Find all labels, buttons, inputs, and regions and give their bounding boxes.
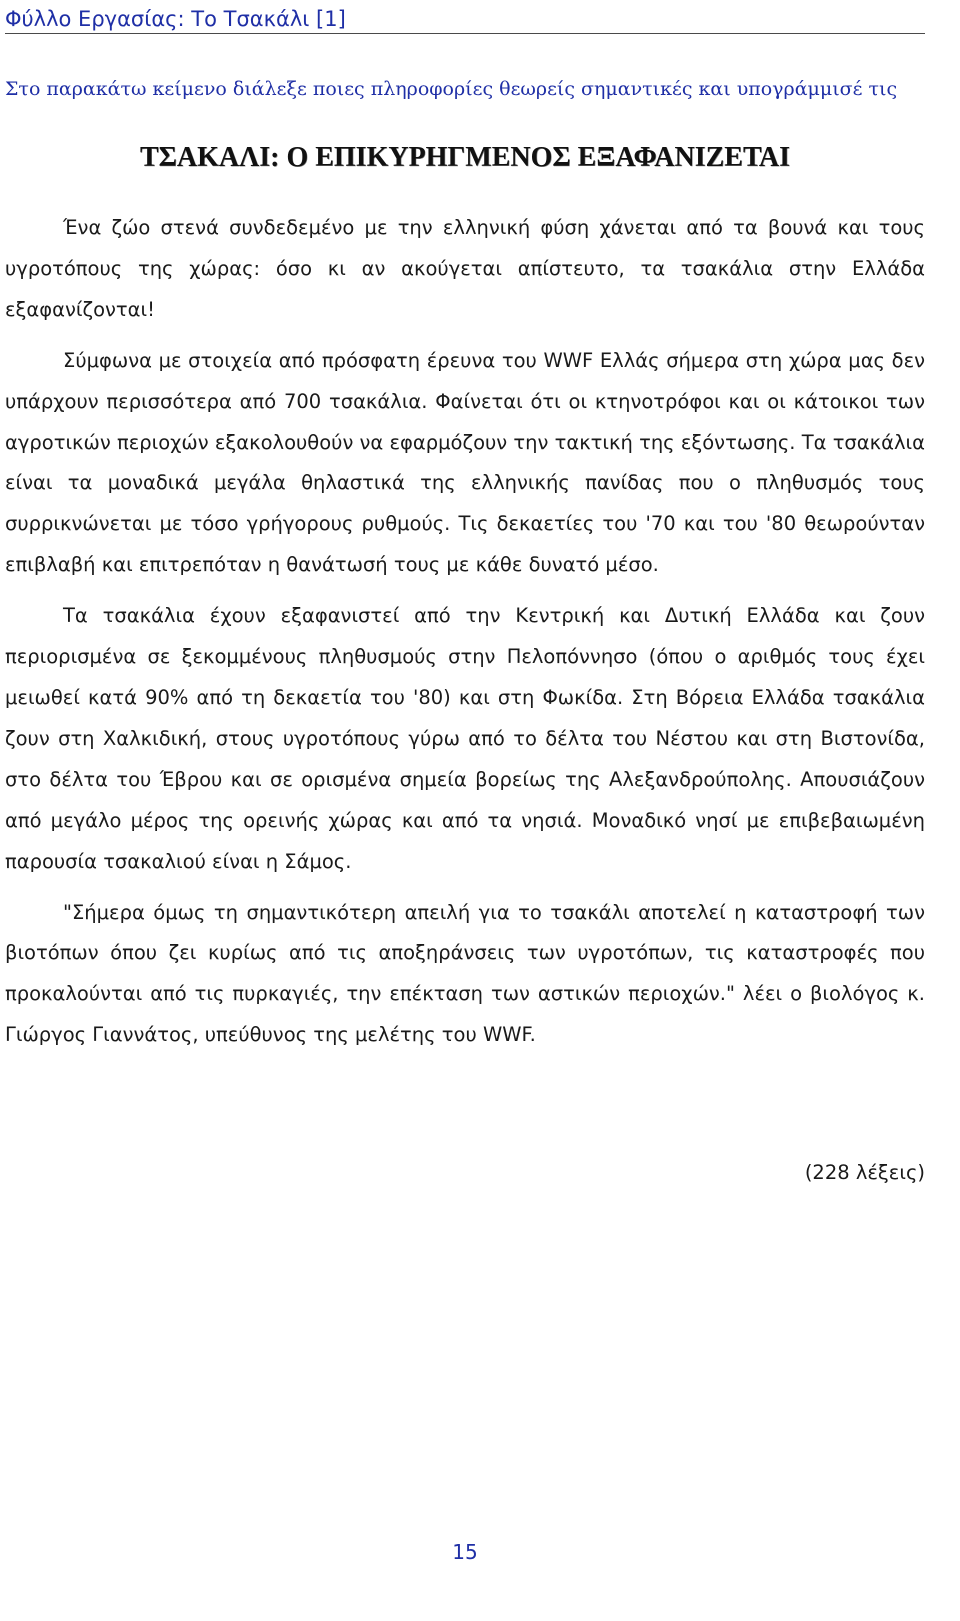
article-paragraph: Σύμφωνα με στοιχεία από πρόσφατη έρευνα του WWF Ελλάς σήμερα στη χώρα μας δεν υπάρχουν περισσότερα από 700 τσακάλια. Φαίνεται ότι οι κτηνοτρόφοι και οι κάτοικοι των αγροτικών περιοχών εξακολουθούν να εφαρμόζουν την τακτική της εξόντωσης. Τα τσακάλια είναι τα μοναδικά μεγάλα θηλαστικά της ελληνικής πανίδας που ο πληθυσμός τους συρρικνώνεται με τόσο γρήγορους ρυθμούς. Τις δεκαετίες του '70 και του '80 θεωρούνταν επιβλαβή και επιτρεπόταν η θανάτωσή τους με κάθε δυνατό μέσο. xyxy=(5,348,925,577)
article-paragraph: Τα τσακάλια έχουν εξαφανιστεί από την Κεντρική και Δυτική Ελλάδα και ζουν περιορισμένα σε ξεκομμένους πληθυσμούς στην Πελοπόννησο (όπου ο αριθμός τους έχει μειωθεί κατά 90% από τη δεκαετία του '80) και στη Φωκίδα. Στη Βόρεια Ελλάδα τσακάλια ζουν στη Χαλκιδική, στους υγροτόπους γύρω από το δέλτα του Νέστου και στη Βιστονίδα, στο δέλτα του Έβρου και σε ορισμένα σημεία βορείως της Αλεξανδρούπολης. Απουσιάζουν από μεγάλο μέρος της ορεινής χώρας και από τα νησιά. Μοναδικό νησί με επιβεβαιωμένη παρουσία τσακαλιού είναι η Σάμος. xyxy=(5,604,925,873)
header-divider xyxy=(5,33,925,34)
worksheet-header-title: Φύλλο Εργασίας: Το Τσακάλι [1] xyxy=(5,7,346,31)
article-title: ΤΣΑΚΑΛΙ: Ο ΕΠΙΚΥΡΗΓΜΕΝΟΣ ΕΞΑΦΑΝΙΖΕΤΑΙ xyxy=(139,142,791,173)
article-body xyxy=(5,208,925,1066)
word-count: (228 λέξεις) xyxy=(804,1161,925,1184)
article-paragraph: Ένα ζώο στενά συνδεδεμένο με την ελληνική φύση χάνεται από τα βουνά και τους υγροτόπους της χώρας: όσο κι αν ακούγεται απίστευτο, τα τσακάλια στην Ελλάδα εξαφανίζονται! xyxy=(5,216,925,321)
page-number: 15 xyxy=(452,1540,478,1564)
instruction-text: Στο παρακάτω κείμενο διάλεξε ποιες πληροφορίες θεωρείς σημαντικές και υπογράμμισέ τις xyxy=(5,78,898,100)
article-paragraph: "Σήμερα όμως τη σημαντικότερη απειλή για το τσακάλι αποτελεί η καταστροφή των βιοτόπων όπου ζει κυρίως από τις αποξηράνσεις των υγροτόπων, τις καταστροφές που προκαλούνται από τις πυρκαγιές, την επέκταση των αστικών περιοχών." λέει ο βιολόγος κ. Γιώργος Γιαννάτος, υπεύθυνος της μελέτης του WWF. xyxy=(5,900,925,1047)
